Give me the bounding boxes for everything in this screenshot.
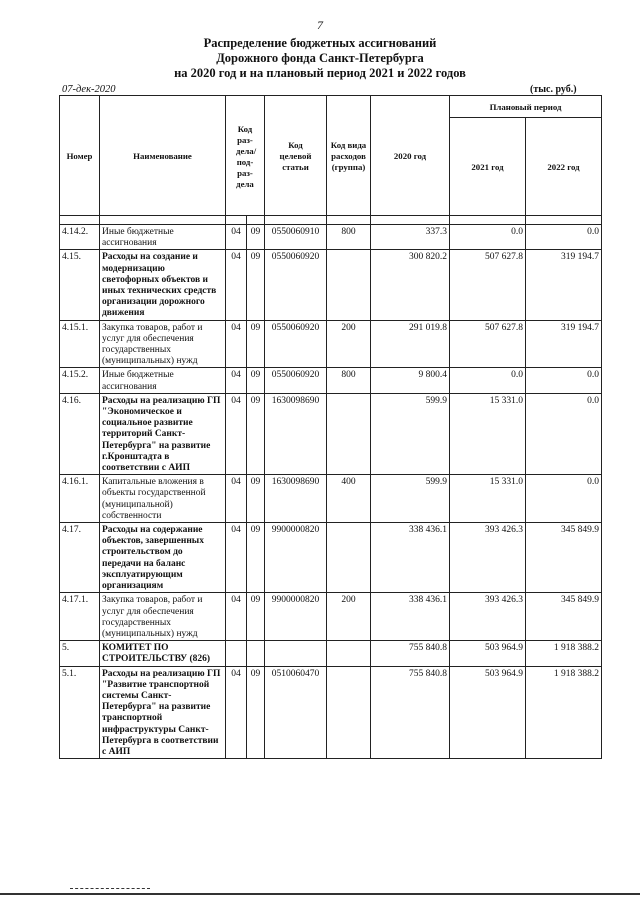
row-subsection-code: 09 bbox=[247, 523, 265, 593]
row-expense-code bbox=[327, 523, 371, 593]
row-number: 4.16. bbox=[60, 393, 100, 474]
row-section-code: 04 bbox=[226, 523, 247, 593]
table-row bbox=[60, 593, 602, 641]
row-name: Иные бюджетные ассигнования bbox=[100, 225, 226, 250]
table-row bbox=[60, 666, 602, 759]
table-row bbox=[60, 250, 602, 320]
row-value-2020: 291 019.8 bbox=[371, 320, 450, 368]
row-value-2021: 15 331.0 bbox=[450, 393, 526, 474]
title-line-2: Дорожного фонда Санкт-Петербурга bbox=[216, 51, 424, 65]
row-value-2020: 338 436.1 bbox=[371, 523, 450, 593]
row-value-2022: 0.0 bbox=[526, 368, 602, 393]
row-value-2020: 755 840.8 bbox=[371, 641, 450, 666]
header-year-2021: 2021 год bbox=[450, 118, 526, 216]
footer-dash bbox=[70, 888, 150, 890]
table-row bbox=[60, 475, 602, 523]
row-value-2022: 0.0 bbox=[526, 475, 602, 523]
row-section-code: 04 bbox=[226, 593, 247, 641]
row-expense-code: 800 bbox=[327, 225, 371, 250]
header-target-code: Код целевой статьи bbox=[265, 96, 327, 216]
row-expense-code bbox=[327, 250, 371, 320]
table-row bbox=[60, 320, 602, 368]
budget-table bbox=[59, 95, 602, 759]
table-row bbox=[60, 393, 602, 474]
row-expense-code bbox=[327, 666, 371, 759]
row-value-2022: 1 918 388.2 bbox=[526, 666, 602, 759]
row-section-code: 04 bbox=[226, 666, 247, 759]
header-number: Номер bbox=[60, 96, 100, 216]
row-name: Закупка товаров, работ и услуг для обеспечения государственных (муниципальных) нужд bbox=[100, 593, 226, 641]
row-value-2022: 319 194.7 bbox=[526, 250, 602, 320]
row-section-code: 04 bbox=[226, 250, 247, 320]
row-value-2020: 755 840.8 bbox=[371, 666, 450, 759]
row-value-2022: 345 849.9 bbox=[526, 523, 602, 593]
row-value-2021: 503 964.9 bbox=[450, 666, 526, 759]
row-name: Капитальные вложения в объекты государственной (муниципальной) собственности bbox=[100, 475, 226, 523]
row-name: Расходы на реализацию ГП "Развитие транспортной системы Санкт-Петербурга" на развитие транспортной инфраструктуры Санкт-Петербурга в соответствии с АИП bbox=[100, 666, 226, 759]
header-planned-period: Плановый период bbox=[450, 96, 602, 118]
header-year-2020: 2020 год bbox=[371, 96, 450, 216]
row-name: Закупка товаров, работ и услуг для обеспечения государственных (муниципальных) нужд bbox=[100, 320, 226, 368]
row-name: Расходы на содержание объектов, завершенных строительством до передачи на баланс эксплуатирующим организациям bbox=[100, 523, 226, 593]
row-subsection-code: 09 bbox=[247, 393, 265, 474]
row-name: Расходы на реализацию ГП "Экономическое и социальное развитие территорий Санкт-Петербурга" на развитие г.Кронштадта в соответствии с АИП bbox=[100, 393, 226, 474]
row-number: 4.17.1. bbox=[60, 593, 100, 641]
row-value-2022: 319 194.7 bbox=[526, 320, 602, 368]
row-value-2021: 393 426.3 bbox=[450, 593, 526, 641]
table-row bbox=[60, 523, 602, 593]
row-value-2021: 507 627.8 bbox=[450, 250, 526, 320]
header-section-code: Код раз- дела/ под- раз- дела bbox=[226, 96, 265, 216]
row-target-code: 9900000820 bbox=[265, 523, 327, 593]
row-number: 4.14.2. bbox=[60, 225, 100, 250]
row-name: Расходы на создание и модернизацию светофорных объектов и иных технических средств организации дорожного движения bbox=[100, 250, 226, 320]
row-name: КОМИТЕТ ПО СТРОИТЕЛЬСТВУ (826) bbox=[100, 641, 226, 666]
table-row bbox=[60, 641, 602, 666]
row-section-code: 04 bbox=[226, 475, 247, 523]
title-line-3: на 2020 год и на плановый период 2021 и 2022 годов bbox=[174, 66, 466, 80]
row-value-2020: 599.9 bbox=[371, 475, 450, 523]
row-section-code bbox=[226, 641, 247, 666]
row-section-code: 04 bbox=[226, 393, 247, 474]
header-expense-code: Код вида расходов (группа) bbox=[327, 96, 371, 216]
row-target-code: 1630098690 bbox=[265, 475, 327, 523]
row-target-code: 0550060910 bbox=[265, 225, 327, 250]
footer-line bbox=[0, 893, 640, 895]
row-number: 5.1. bbox=[60, 666, 100, 759]
row-target-code bbox=[265, 641, 327, 666]
row-number: 4.17. bbox=[60, 523, 100, 593]
row-expense-code: 200 bbox=[327, 593, 371, 641]
header-year-2022: 2022 год bbox=[526, 118, 602, 216]
row-target-code: 9900000820 bbox=[265, 593, 327, 641]
row-target-code: 0510060470 bbox=[265, 666, 327, 759]
units-label: (тыс. руб.) bbox=[530, 84, 577, 95]
table-row bbox=[60, 225, 602, 250]
row-section-code: 04 bbox=[226, 225, 247, 250]
row-subsection-code: 09 bbox=[247, 666, 265, 759]
row-value-2022: 1 918 388.2 bbox=[526, 641, 602, 666]
row-subsection-code: 09 bbox=[247, 593, 265, 641]
row-value-2021: 507 627.8 bbox=[450, 320, 526, 368]
row-subsection-code: 09 bbox=[247, 225, 265, 250]
row-target-code: 0550060920 bbox=[265, 250, 327, 320]
row-value-2020: 300 820.2 bbox=[371, 250, 450, 320]
row-subsection-code: 09 bbox=[247, 368, 265, 393]
row-value-2022: 345 849.9 bbox=[526, 593, 602, 641]
row-value-2022: 0.0 bbox=[526, 225, 602, 250]
row-value-2020: 337.3 bbox=[371, 225, 450, 250]
report-date: 07-дек-2020 bbox=[62, 84, 116, 95]
row-value-2021: 0.0 bbox=[450, 225, 526, 250]
row-value-2021: 15 331.0 bbox=[450, 475, 526, 523]
row-value-2021: 503 964.9 bbox=[450, 641, 526, 666]
row-value-2022: 0.0 bbox=[526, 393, 602, 474]
row-subsection-code: 09 bbox=[247, 320, 265, 368]
row-expense-code: 200 bbox=[327, 320, 371, 368]
row-name: Иные бюджетные ассигнования bbox=[100, 368, 226, 393]
row-target-code: 1630098690 bbox=[265, 393, 327, 474]
row-number: 4.15.2. bbox=[60, 368, 100, 393]
row-expense-code bbox=[327, 393, 371, 474]
row-section-code: 04 bbox=[226, 320, 247, 368]
row-section-code: 04 bbox=[226, 368, 247, 393]
title-line-1: Распределение бюджетных ассигнований bbox=[203, 36, 437, 50]
page-number: 7 bbox=[317, 18, 323, 32]
row-subsection-code: 09 bbox=[247, 475, 265, 523]
row-value-2021: 393 426.3 bbox=[450, 523, 526, 593]
row-target-code: 0550060920 bbox=[265, 368, 327, 393]
row-value-2021: 0.0 bbox=[450, 368, 526, 393]
row-value-2020: 338 436.1 bbox=[371, 593, 450, 641]
row-subsection-code: 09 bbox=[247, 250, 265, 320]
row-number: 5. bbox=[60, 641, 100, 666]
document-title bbox=[0, 36, 640, 81]
row-value-2020: 599.9 bbox=[371, 393, 450, 474]
row-expense-code: 800 bbox=[327, 368, 371, 393]
row-number: 4.15.1. bbox=[60, 320, 100, 368]
row-expense-code: 400 bbox=[327, 475, 371, 523]
row-expense-code bbox=[327, 641, 371, 666]
header-name: Наименование bbox=[100, 96, 226, 216]
row-number: 4.15. bbox=[60, 250, 100, 320]
row-number: 4.16.1. bbox=[60, 475, 100, 523]
table-row bbox=[60, 368, 602, 393]
row-target-code: 0550060920 bbox=[265, 320, 327, 368]
row-value-2020: 9 800.4 bbox=[371, 368, 450, 393]
row-subsection-code bbox=[247, 641, 265, 666]
